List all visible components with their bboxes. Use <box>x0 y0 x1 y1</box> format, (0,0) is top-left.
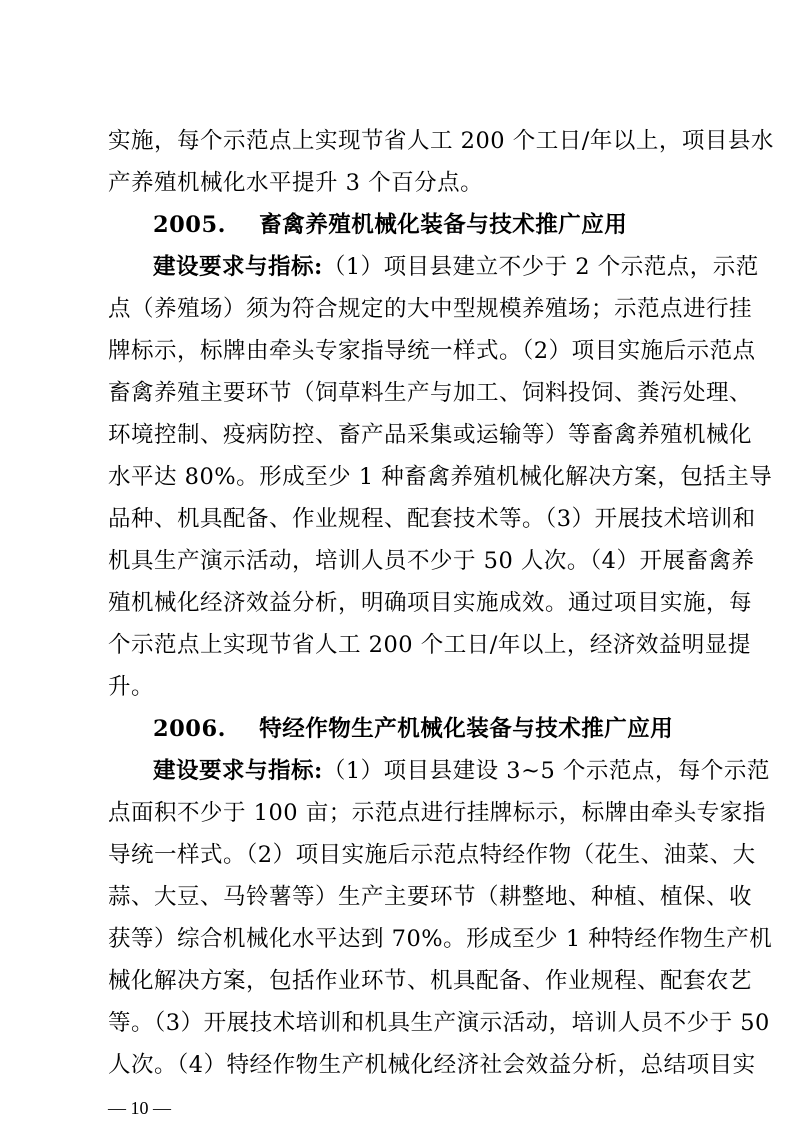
paragraph-line: 殖机械化经济效益分析，明确项目实施成效。通过项目实施，每 <box>108 590 753 616</box>
paragraph-line: 产养殖机械化水平提升 3 个百分点。 <box>108 170 484 196</box>
paragraph-line: 品种、机具配备、作业规程、配套技术等。（3）开展技术培训和 <box>108 506 756 532</box>
paragraph-line: 点面积不少于 100 亩；示范点进行挂牌标示，标牌由牵头专家指 <box>108 800 766 826</box>
paragraph-line: 牌标示，标牌由牵头专家指导统一样式。（2）项目实施后示范点 <box>108 338 756 364</box>
paragraph-line: 升。 <box>108 674 155 700</box>
paragraph-line: 环境控制、疫病防控、畜产品采集或运输等）等畜禽养殖机械化 <box>108 422 753 448</box>
paragraph-line: 个示范点上实现节省人工 200 个工日/年以上，经济效益明显提 <box>108 632 751 658</box>
paragraph-line: 水平达 80%。形成至少 1 种畜禽养殖机械化解决方案，包括主导 <box>108 464 773 490</box>
paragraph-line: 点（养殖场）须为符合规定的大中型规模养殖场；示范点进行挂 <box>108 296 753 322</box>
paragraph-line: 人次。（4）特经作物生产机械化经济社会效益分析，总结项目实 <box>108 1052 756 1078</box>
paragraph-line: 机具生产演示活动，培训人员不少于 50 人次。（4）开展畜禽养 <box>108 548 755 574</box>
paragraph-line: 导统一样式。（2）项目实施后示范点特经作物（花生、油菜、大 <box>108 842 756 868</box>
paragraph-line <box>153 756 770 786</box>
paragraph-line: 实施，每个示范点上实现节省人工 200 个工日/年以上，项目县水 <box>108 128 774 154</box>
paragraph-line: 获等）综合机械化水平达到 70%。形成至少 1 种特经作物生产机 <box>108 926 773 952</box>
section-heading-2006: 2006. 特经作物生产机械化装备与技术推广应用 <box>153 716 674 742</box>
paragraph-line: 械化解决方案，包括作业环节、机具配备、作业规程、配套农艺 <box>108 968 753 994</box>
requirements-label: 建设要求与指标: <box>153 254 323 280</box>
requirements-label: 建设要求与指标: <box>153 758 323 784</box>
paragraph-line <box>153 252 759 282</box>
paragraph-text: （1）项目县建立不少于 2 个示范点，示范 <box>322 254 759 280</box>
page-number: — 10 — <box>108 1098 171 1118</box>
paragraph-line: 畜禽养殖主要环节（饲草料生产与加工、饲料投饲、粪污处理、 <box>108 380 753 406</box>
paragraph-text: （1）项目县建设 3~5 个示范点，每个示范 <box>322 758 770 784</box>
paragraph-line: 等。（3）开展技术培训和机具生产演示活动，培训人员不少于 50 <box>108 1010 770 1036</box>
section-heading-2005: 2005. 畜禽养殖机械化装备与技术推广应用 <box>153 212 628 238</box>
paragraph-line: 蒜、大豆、马铃薯等）生产主要环节（耕整地、种植、植保、收 <box>108 884 753 910</box>
